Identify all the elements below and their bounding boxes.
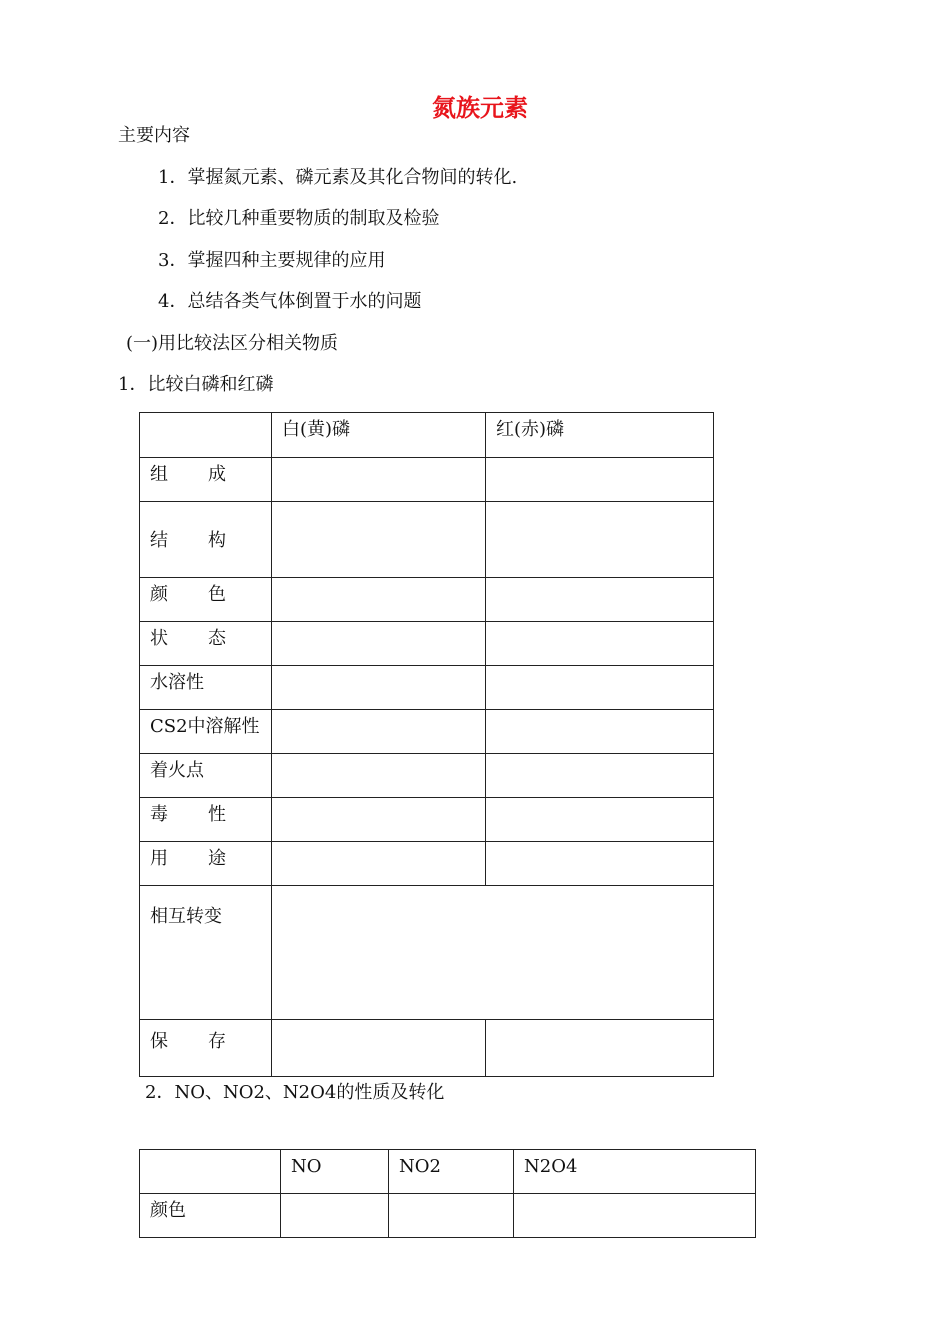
table-cell	[486, 578, 714, 622]
table-row	[140, 458, 714, 502]
table-cell	[514, 1194, 756, 1238]
table-cell	[486, 842, 714, 886]
table-cell	[272, 842, 486, 886]
table-cell	[272, 578, 486, 622]
table-row	[140, 842, 714, 886]
table-cell	[486, 622, 714, 666]
table-cell	[272, 666, 486, 710]
table-row	[140, 798, 714, 842]
row-label-toxicity: 毒性	[140, 798, 272, 842]
row-label-structure: 结构	[140, 502, 272, 578]
header-empty-cell	[140, 1150, 281, 1194]
table-row	[140, 886, 714, 1020]
phosphorus-heading: 1．比较白磷和红磷	[118, 374, 274, 395]
table-cell	[272, 502, 486, 578]
table-cell	[486, 798, 714, 842]
table-cell	[486, 710, 714, 754]
nitrogen-oxides-heading: 2．NO、NO2、N2O4的性质及转化	[145, 1082, 445, 1103]
objective-3: 3．掌握四种主要规律的应用	[158, 250, 386, 271]
row-label-state: 状态	[140, 622, 272, 666]
row-label-ignition-point: 着火点	[140, 754, 272, 798]
table-cell	[486, 502, 714, 578]
table-row	[140, 622, 714, 666]
table-row	[140, 578, 714, 622]
row-label-cs2-solubility: CS2中溶解性	[140, 710, 272, 754]
table-row	[140, 1194, 756, 1238]
column-header-white-phosphorus: 白(黄)磷	[272, 413, 486, 458]
table-row	[140, 754, 714, 798]
table-row	[140, 710, 714, 754]
table-cell	[272, 1020, 486, 1077]
table-cell	[272, 622, 486, 666]
column-header-no2: NO2	[389, 1150, 514, 1194]
table-cell	[281, 1194, 389, 1238]
section-heading: 主要内容	[118, 125, 190, 146]
row-label-color: 颜色	[140, 578, 272, 622]
nitrogen-oxides-table	[139, 1149, 756, 1238]
table-cell	[486, 458, 714, 502]
row-label-water-solubility: 水溶性	[140, 666, 272, 710]
row-label-color: 颜色	[140, 1194, 281, 1238]
table-header-row	[140, 413, 714, 458]
table-row	[140, 502, 714, 578]
table-cell	[486, 1020, 714, 1077]
row-label-uses: 用途	[140, 842, 272, 886]
column-header-no: NO	[281, 1150, 389, 1194]
row-label-storage: 保存	[140, 1020, 272, 1077]
table-cell	[272, 458, 486, 502]
table-cell	[389, 1194, 514, 1238]
table-cell	[272, 754, 486, 798]
part-heading: (一)用比较法区分相关物质	[126, 333, 339, 354]
objective-2: 2．比较几种重要物质的制取及检验	[158, 208, 440, 229]
row-label-composition: 组成	[140, 458, 272, 502]
objective-4: 4．总结各类气体倒置于水的问题	[158, 291, 422, 312]
row-label-interconversion: 相互转变	[140, 886, 272, 1020]
page-title: 氮族元素	[432, 94, 528, 122]
table-cell	[486, 666, 714, 710]
objective-1: 1．掌握氮元素、磷元素及其化合物间的转化.	[158, 167, 518, 188]
table-header-row	[140, 1150, 756, 1194]
table-cell	[486, 754, 714, 798]
column-header-n2o4: N2O4	[514, 1150, 756, 1194]
header-empty-cell	[140, 413, 272, 458]
table-cell	[272, 798, 486, 842]
table-row	[140, 1020, 714, 1077]
table-cell	[272, 710, 486, 754]
phosphorus-comparison-table	[139, 412, 714, 1077]
table-row	[140, 666, 714, 710]
column-header-red-phosphorus: 红(赤)磷	[486, 413, 714, 458]
table-cell-merged	[272, 886, 714, 1020]
